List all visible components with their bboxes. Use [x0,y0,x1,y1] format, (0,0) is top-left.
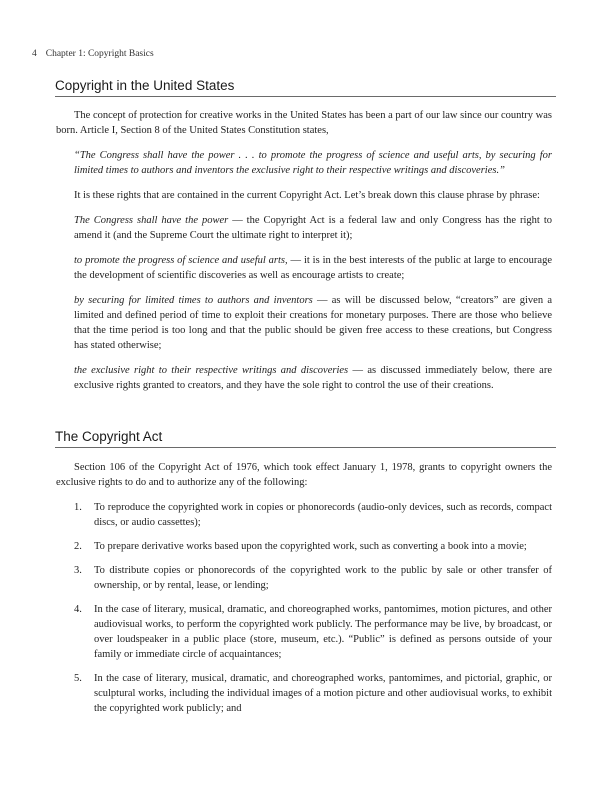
constitution-quote: “The Congress shall have the power . . . to promote the progress of science and useful arts, by securing for limited times to authors and inventors the exclusive right to their respective writings and discoveries.” [74,150,552,176]
list-item [74,671,552,716]
phrase-text: — the Copyright Act is a federal law and only Congress has the right to amend it (and the Supreme Court the ultimate right to interpret it); [74,215,552,241]
section-heading-copyright-us: Copyright in the United States [55,78,556,97]
phrase-paragraph [74,363,552,393]
list-item [74,500,552,530]
list-item-number: 5. [74,673,82,684]
phrase-italic: by securing for limited times to authors and inventors [74,295,313,306]
exclusive-rights-list [74,500,552,716]
phrase-text: — as will be discussed below, “creators” are given a limited and defined period of time to exploit their creations for monetary purposes. There are those who believe that the time period is too long and that the public should be given free access to these creations, but Congress has stated otherwise; [74,295,552,351]
list-item-text: In the case of literary, musical, dramatic, and choreographed works, pantomimes, and pictorial, graphic, or sculptural works, including the individual images of a motion picture and other audiovisual works, to exhibit the copyrighted work publicly; and [94,673,552,714]
list-item [74,602,552,662]
phrase-text: — it is in the best interests of the public at large to encourage the development of scientific discoveries as well as encourage artists to create; [74,255,552,281]
section-body-copyright-us [56,108,552,403]
list-item-text: To prepare derivative works based upon the copyrighted work, such as converting a book into a movie; [94,541,527,552]
page-number: 4 [32,49,37,59]
phrase-paragraph [74,213,552,243]
phrase-text: — as discussed immediately below, there are exclusive rights granted to creators, and they have the sole right to control the use of their creations. [74,365,552,391]
list-item-text: In the case of literary, musical, dramatic, and choreographed works, pantomimes, motion pictures, and other audiovisual works, to perform the copyrighted work publicly. The performance may be live, by broadcast, or over loudspeaker in a public place (store, museum, etc.). “Public” is defined as persons outside of your family or immediate circle of acquaintances; [94,604,552,660]
list-item-number: 4. [74,604,82,615]
list-item [74,563,552,593]
list-item-text: To distribute copies or phonorecords of the copyrighted work to the public by sale or other transfer of ownership, or by rental, lease, or lending; [94,565,552,591]
running-head [32,49,154,59]
intro-paragraph: The concept of protection for creative works in the United States has been a part of our law since our country was born. Article I, Section 8 of the United States Constitution states, [56,110,552,136]
phrase-italic: to promote the progress of science and useful arts, [74,255,288,266]
list-item-text: To reproduce the copyrighted work in copies or phonorecords (audio-only devices, such as records, compact discs, or audio cassettes); [94,502,552,528]
act-intro-paragraph: Section 106 of the Copyright Act of 1976, which took effect January 1, 1978, grants to copyright owners the exclusive rights to do and to authorize any of the following: [56,462,552,488]
phrase-italic: The Congress shall have the power [74,215,229,226]
section-heading-copyright-act: The Copyright Act [55,429,556,448]
lead-paragraph: It is these rights that are contained in the current Copyright Act. Let’s break down this clause phrase by phrase: [74,190,540,201]
phrase-paragraph [74,253,552,283]
phrase-italic: the exclusive right to their respective writings and discoveries [74,365,349,376]
list-item [74,539,552,554]
running-title: Chapter 1: Copyright Basics [45,49,154,59]
list-item-number: 3. [74,565,82,576]
list-item-number: 1. [74,502,82,513]
phrase-paragraph [74,293,552,353]
section-body-copyright-act [56,460,552,725]
list-item-number: 2. [74,541,82,552]
